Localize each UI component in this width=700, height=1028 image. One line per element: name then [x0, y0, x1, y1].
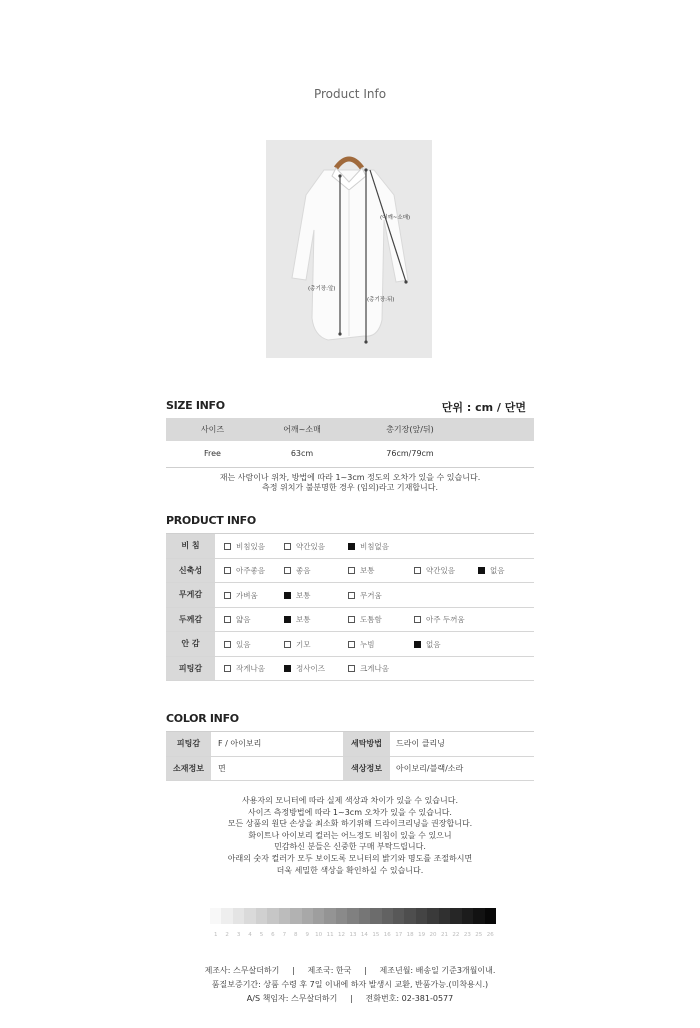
gray-swatch: [473, 908, 484, 924]
gray-swatch: [233, 908, 244, 924]
gray-swatch-number: 1: [213, 932, 218, 938]
size-note-line: 재는 사람이나 위차, 방법에 따라 1~3cm 정도의 오차가 있을 수 있습니다.: [219, 473, 481, 482]
size-note: [0, 473, 700, 493]
gray-swatch: [462, 908, 473, 924]
gray-swatch-number: 12: [338, 932, 346, 938]
row-label: 비 침: [166, 534, 215, 558]
option-label: 보통: [360, 566, 375, 576]
page-title: Product Info: [313, 87, 387, 101]
size-table: [166, 418, 534, 468]
size-cell: Free: [166, 441, 259, 467]
checked-box-icon: [414, 641, 421, 648]
table-row: [166, 732, 534, 757]
gray-swatch-number: 13: [349, 932, 357, 938]
size-header-shoulder: 어깨~소매: [259, 418, 345, 441]
gray-swatch: [313, 908, 324, 924]
empty-box-icon: [224, 592, 231, 599]
gray-swatch: [256, 908, 267, 924]
gray-swatch: [302, 908, 313, 924]
empty-box-icon: [224, 567, 231, 574]
size-header-empty: [475, 418, 534, 441]
checked-box-icon: [284, 616, 291, 623]
option-label: 비침없음: [360, 541, 389, 551]
label-total-back: (총기장:뒤): [367, 297, 395, 303]
option-checked: [284, 608, 311, 633]
option-label: 정사이즈: [296, 664, 325, 674]
gray-swatch-number: 10: [315, 932, 323, 938]
option-unchecked: [414, 608, 465, 633]
gray-swatch: [324, 908, 335, 924]
empty-box-icon: [224, 616, 231, 623]
gray-swatch: [393, 908, 404, 924]
gray-scale-bar: [210, 908, 496, 924]
color-label: 세탁방법: [343, 732, 390, 756]
gray-swatch-number: 2: [225, 932, 229, 938]
gray-swatch: [279, 908, 290, 924]
gray-swatch: [416, 908, 427, 924]
notice-line: 사용자의 모니터에 따라 실제 색상과 차이가 있을 수 있습니다.: [241, 796, 459, 805]
option-checked: [478, 559, 505, 584]
size-info-heading: SIZE INFO: [166, 399, 225, 412]
gray-swatch-number: 15: [372, 932, 380, 938]
option-unchecked: [348, 657, 389, 682]
row-label: 피팅감: [166, 657, 215, 681]
color-value: 드라이 클리닝: [396, 739, 445, 749]
notice-line: 민감하신 분들은 신중한 구매 부탁드립니다.: [274, 842, 426, 852]
option-checked: [284, 583, 311, 608]
option-label: 있음: [236, 639, 251, 649]
footer-line: A/S 책임자: 스무살더하기 | 전화번호: 02-381-0577: [246, 994, 454, 1003]
option-label: 약간있음: [296, 541, 325, 551]
option-label: 무거움: [360, 590, 382, 600]
gray-swatch-number: 23: [463, 932, 471, 938]
notice-text: [0, 795, 700, 876]
gray-swatch-number: 3: [236, 932, 241, 938]
option-unchecked: [224, 657, 265, 682]
gray-swatch: [439, 908, 450, 924]
gray-swatch-number: 4: [248, 932, 252, 938]
option-label: 비침있음: [236, 541, 265, 551]
size-cell-empty: [475, 441, 534, 467]
checked-box-icon: [284, 592, 291, 599]
option-label: 없음: [426, 639, 441, 649]
gray-swatch-number: 16: [383, 932, 391, 938]
gray-swatch-number: 18: [406, 932, 414, 938]
gray-swatch-number: 19: [418, 932, 426, 938]
option-label: 아주 두꺼움: [426, 615, 465, 625]
gray-swatch: [347, 908, 358, 924]
option-label: 좋음: [296, 566, 311, 576]
gray-swatch-number: 9: [305, 932, 309, 938]
gray-scale-numbers: [210, 932, 496, 938]
empty-box-icon: [348, 641, 355, 648]
color-value: 아이보리/블랙/소라: [396, 763, 464, 773]
notice-line: 모든 상품의 원단 손상을 최소화 하기위해 드라이크리닝을 권장합니다.: [227, 819, 473, 829]
gray-swatch-number: 20: [429, 932, 437, 938]
footer-line: 품질보증기간: 상품 수령 후 7일 이내에 하자 발생시 교환, 반품가능.(미착용시.): [211, 980, 489, 989]
color-value: F / 아이보리: [218, 739, 262, 749]
empty-box-icon: [414, 567, 421, 574]
checked-box-icon: [348, 543, 355, 550]
gray-swatch: [210, 908, 221, 924]
gray-swatch-number: 5: [259, 932, 264, 938]
size-cell: 76cm/79cm: [345, 441, 475, 467]
gray-swatch: [290, 908, 301, 924]
color-info-heading: COLOR INFO: [166, 712, 239, 725]
gray-swatch: [370, 908, 381, 924]
option-label: 작게나옴: [236, 664, 265, 674]
size-header-size: 사이즈: [166, 418, 259, 441]
shirt-illustration: [266, 140, 432, 358]
option-label: 보통: [296, 615, 311, 625]
option-label: 보통: [296, 590, 311, 600]
size-cell: 63cm: [259, 441, 345, 467]
gray-swatch-number: 26: [486, 932, 494, 938]
gray-swatch: [244, 908, 255, 924]
empty-box-icon: [414, 616, 421, 623]
label-total-front: (총기장:앞): [308, 286, 336, 292]
empty-box-icon: [224, 641, 231, 648]
gray-swatch-number: 22: [452, 932, 460, 938]
gray-swatch: [267, 908, 278, 924]
option-unchecked: [224, 632, 251, 657]
gray-swatch-number: 17: [395, 932, 403, 938]
option-unchecked: [224, 559, 265, 584]
option-unchecked: [348, 632, 375, 657]
label-shoulder-sleeve: (어깨~소매): [380, 215, 411, 221]
gray-swatch: [427, 908, 438, 924]
gray-swatch-number: 6: [271, 932, 275, 938]
empty-box-icon: [224, 543, 231, 550]
product-photo: [266, 140, 432, 358]
footer-line: 제조사: 스무살더하기 | 제조국: 한국 | 제조년월: 배송일 기준3개월이내.: [204, 966, 496, 975]
notice-line: 아래의 숫자 컬러가 모두 보이도록 모니터의 밝기와 명도를 조절하시면: [227, 853, 473, 863]
gray-swatch: [450, 908, 461, 924]
option-label: 약간있음: [426, 566, 455, 576]
gray-swatch-number: 25: [475, 932, 483, 938]
gray-swatch: [404, 908, 415, 924]
notice-line: 더욱 세밀한 색상을 확인하실 수 있습니다.: [276, 865, 424, 875]
color-label: 소재정보: [166, 757, 211, 781]
gray-swatch-number: 11: [326, 932, 334, 938]
option-unchecked: [284, 534, 325, 559]
notice-line: 사이즈 측정방법에 따라 1~3cm 오차가 있을 수 있습니다.: [248, 807, 452, 817]
empty-box-icon: [284, 543, 291, 550]
option-unchecked: [224, 534, 265, 559]
checked-box-icon: [284, 665, 291, 672]
table-row: [166, 441, 534, 467]
option-unchecked: [348, 608, 382, 633]
gray-swatch-number: 7: [282, 932, 287, 938]
option-label: 크게나옴: [360, 664, 389, 674]
row-label: 신축성: [166, 559, 215, 583]
size-unit: 단위 : cm / 단면: [441, 401, 526, 414]
option-unchecked: [348, 583, 382, 608]
empty-box-icon: [348, 665, 355, 672]
empty-box-icon: [284, 641, 291, 648]
option-unchecked: [414, 559, 455, 584]
footer-info: [0, 964, 700, 1006]
color-value: 면: [218, 763, 226, 773]
empty-box-icon: [348, 567, 355, 574]
size-table-header: [166, 418, 534, 441]
option-unchecked: [224, 608, 251, 633]
row-label: 두께감: [166, 608, 215, 632]
empty-box-icon: [348, 616, 355, 623]
gray-swatch-number: 8: [294, 932, 298, 938]
row-label: 무게감: [166, 583, 215, 607]
checked-box-icon: [478, 567, 485, 574]
empty-box-icon: [348, 592, 355, 599]
gray-swatch: [336, 908, 347, 924]
option-checked: [284, 657, 325, 682]
gray-swatch-number: 14: [360, 932, 368, 938]
option-label: 얇음: [236, 615, 251, 625]
option-unchecked: [284, 632, 311, 657]
option-checked: [348, 534, 389, 559]
option-unchecked: [348, 559, 375, 584]
gray-swatch-number: 21: [440, 932, 448, 938]
color-label: 색상정보: [343, 757, 390, 781]
size-note-line: 측정 위치가 불분명한 경우 (임의)라고 기재합니다.: [261, 483, 439, 492]
empty-box-icon: [224, 665, 231, 672]
option-label: 아주좋음: [236, 566, 265, 576]
color-label: 피팅감: [166, 732, 211, 756]
option-label: 기모: [296, 639, 311, 649]
table-row: [166, 757, 534, 782]
option-label: 도톰함: [360, 615, 382, 625]
gray-swatch: [485, 908, 496, 924]
size-header-length: 총기장(앞/뒤): [345, 418, 475, 441]
row-label: 안 감: [166, 632, 215, 656]
empty-box-icon: [284, 567, 291, 574]
option-unchecked: [224, 583, 258, 608]
option-label: 없음: [490, 566, 505, 576]
gray-swatch: [221, 908, 232, 924]
gray-swatch: [359, 908, 370, 924]
product-info-heading: PRODUCT INFO: [166, 514, 256, 527]
option-unchecked: [284, 559, 311, 584]
option-checked: [414, 632, 441, 657]
option-label: 가벼움: [236, 590, 258, 600]
gray-swatch: [382, 908, 393, 924]
option-label: 누빔: [360, 639, 375, 649]
color-info-table: [166, 731, 534, 781]
notice-line: 화이트나 아이보리 컬러는 어느정도 비침이 있을 수 있으니: [248, 830, 452, 840]
